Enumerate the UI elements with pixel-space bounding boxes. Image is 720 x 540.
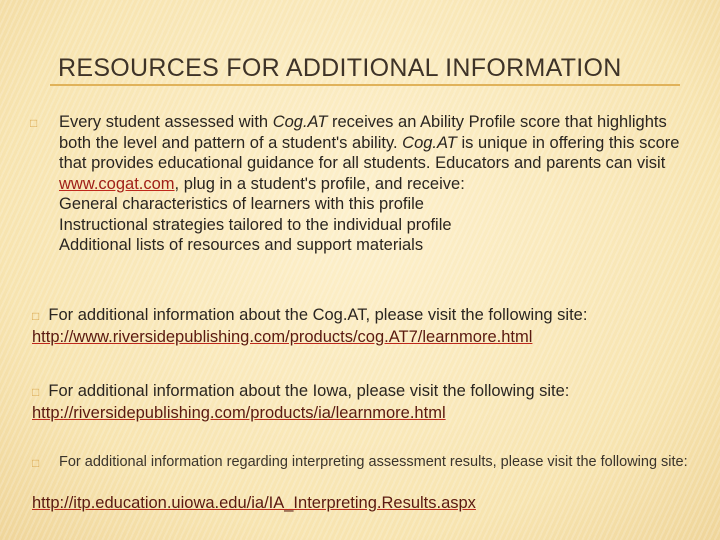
text: Every student assessed with bbox=[59, 113, 273, 131]
text: , plug in a student's profile, and receive: bbox=[174, 174, 465, 193]
list-item: General characteristics of learners with this profile bbox=[59, 195, 424, 213]
bullet-square-icon: □ bbox=[32, 385, 40, 399]
text: For additional information about the Iowa, please visit the following site: bbox=[48, 382, 570, 400]
ability-profile-paragraph bbox=[59, 112, 699, 256]
bullet-square-icon: □ bbox=[32, 309, 40, 323]
bullet-square-icon: □ bbox=[30, 116, 38, 130]
text: receives an Ability Profile score that highlights both the level and pattern of a student's ability. bbox=[59, 113, 667, 152]
iowa-info-paragraph bbox=[32, 381, 712, 423]
page-title: RESOURCES FOR ADDITIONAL INFORMATION bbox=[58, 54, 622, 82]
title-underline bbox=[50, 84, 680, 86]
riverside-iowa-link[interactable]: http://riversidepublishing.com/products/ia/learnmore.html bbox=[32, 403, 446, 422]
text: Cog.AT bbox=[272, 113, 328, 131]
text: For additional information about the Cog.AT, please visit the following site: bbox=[48, 306, 588, 324]
interpreting-info-text: For additional information regarding interpreting assessment results, please visit the following site: bbox=[59, 454, 688, 470]
cogat-info-paragraph bbox=[32, 305, 712, 347]
text: Cog.AT bbox=[402, 133, 457, 152]
list-item: Additional lists of resources and support materials bbox=[59, 236, 424, 254]
cogat-link[interactable]: www.cogat.com bbox=[59, 174, 175, 193]
riverside-cogat-link[interactable]: http://www.riversidepublishing.com/products/cog.AT7/learnmore.html bbox=[32, 327, 533, 346]
interpreting-results-link[interactable]: http://itp.education.uiowa.edu/ia/IA_Interpreting.Results.aspx bbox=[32, 494, 476, 512]
bullet-square-icon: □ bbox=[32, 456, 40, 470]
text: is unique in offering this score that provides educational guidance for all students. Educators and parents can visit bbox=[59, 133, 680, 172]
list-item: Instructional strategies tailored to the individual profile bbox=[59, 215, 452, 234]
